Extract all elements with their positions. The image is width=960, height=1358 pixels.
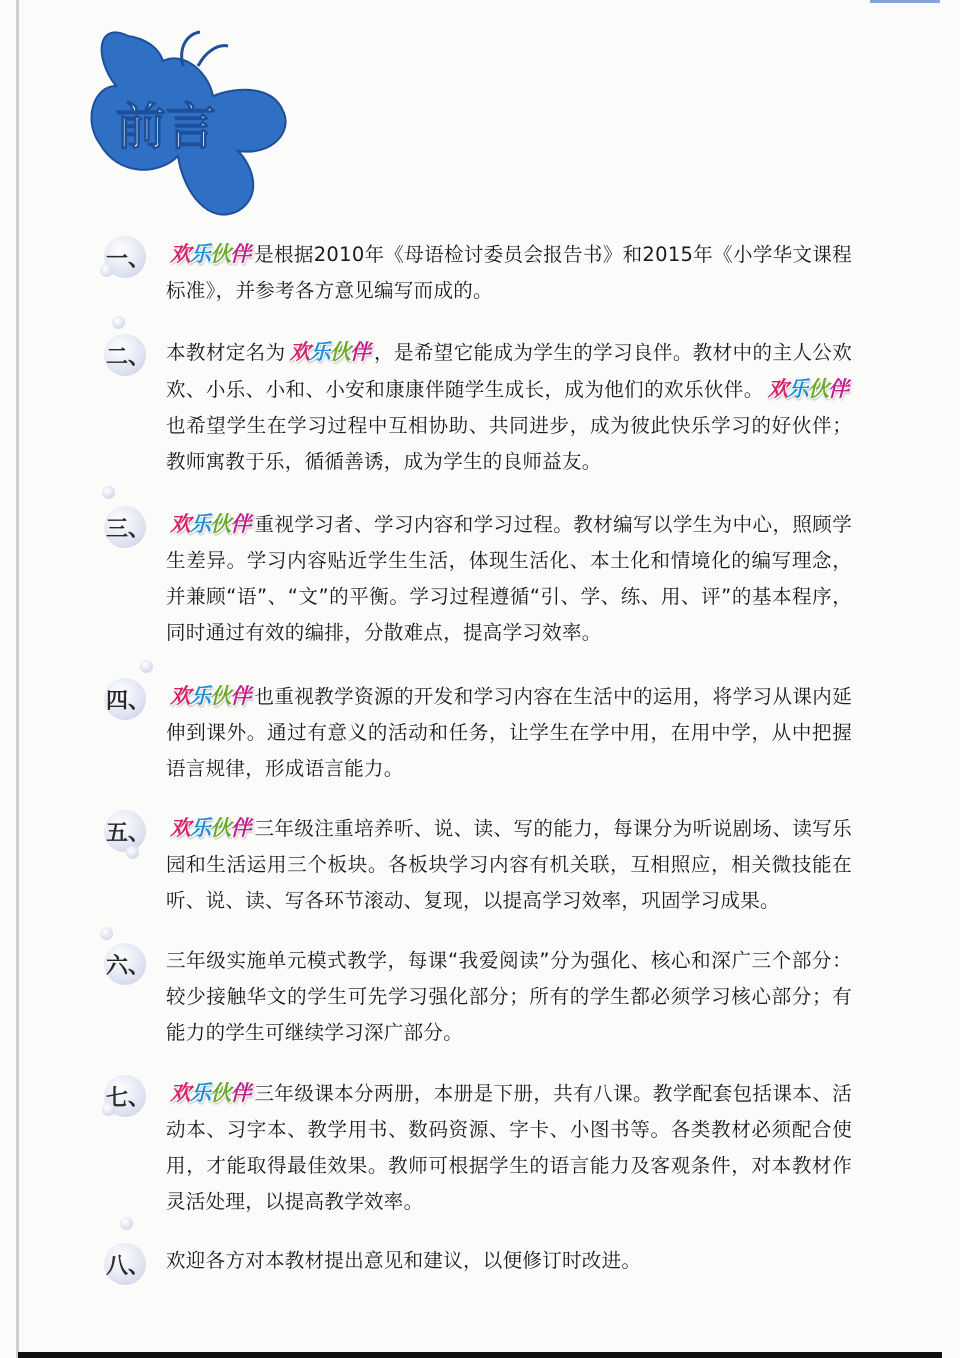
item-number: 五、 <box>106 821 151 846</box>
small-bubble <box>102 486 115 499</box>
text-segment: ，是希望它能成为学生的学习良伴。教材中的主人公欢欢、小乐、小和、小安和康康伴随学生成长，成为他们的欢乐伙伴。 <box>166 341 853 401</box>
numeral-bubble <box>100 1069 152 1121</box>
item-number: 二、 <box>106 345 151 370</box>
brand-char: 伙 <box>329 340 350 364</box>
text-segment: 是根据2010年《母语检讨委员会报告书》和2015年《小学华文课程标准》，并参考各方意见编写而成的。 <box>166 243 853 302</box>
page-title: 前言 <box>116 98 216 156</box>
brand-char: 欢 <box>170 512 191 536</box>
brand-char: 伴 <box>230 242 251 266</box>
brand-char: 欢 <box>170 684 191 708</box>
brand-char: 乐 <box>190 684 211 708</box>
brand-char: 伙 <box>210 816 231 840</box>
brand-char: 伙 <box>210 684 231 708</box>
text-segment: 三年级注重培养听、说、读、写的能力，每课分为听说剧场、读写乐园和生活运用三个板块。各板块学习内容有机关联，互相照应，相关微技能在听、说、读、写各环节滚动、复现，以提高学习效率，巩固学习成果。 <box>166 817 853 912</box>
numeral-bubble <box>100 500 152 552</box>
brand-char: 伙 <box>210 242 231 266</box>
text-segment: 三年级实施单元模式教学，每课“我爱阅读”分为强化、核心和深广三个部分：较少接触华文的学生可先学习强化部分；所有的学生都必须学习核心部分；有能力的学生可继续学习深广部分。 <box>166 949 852 1044</box>
brand-char: 欢 <box>170 242 191 266</box>
numeral-bubble <box>100 804 152 856</box>
numeral-bubble <box>100 672 152 724</box>
brand-char: 伙 <box>210 512 231 536</box>
item-text <box>166 334 852 480</box>
numeral-bubble <box>100 328 152 380</box>
brand-char: 欢 <box>767 377 788 401</box>
numeral-bubble <box>100 1237 152 1289</box>
brand-char: 乐 <box>190 242 211 266</box>
brand-logo-text <box>768 377 848 401</box>
brand-char: 欢 <box>170 1081 191 1105</box>
page-edge <box>16 0 19 1358</box>
brand-logo-text <box>170 1081 251 1105</box>
numeral-bubble <box>100 230 152 282</box>
text-segment: 也重视教学资源的开发和学习内容在生活中的运用，将学习从课内延伸到课外。通过有意义的活动和任务，让学生在学中用，在用中学，从中把握语言规律，形成语言能力。 <box>166 685 853 780</box>
brand-char: 乐 <box>190 1081 211 1105</box>
item-number: 八、 <box>106 1254 151 1279</box>
item-text <box>166 236 852 309</box>
numeral-bubble <box>100 937 152 989</box>
small-bubble <box>112 316 125 329</box>
brand-char: 乐 <box>787 377 808 401</box>
brand-char: 伴 <box>230 512 251 536</box>
page-top-strip <box>870 0 940 3</box>
item-number: 一、 <box>106 247 151 272</box>
small-bubble <box>140 660 153 673</box>
brand-char: 伙 <box>210 1081 231 1105</box>
brand-char: 伴 <box>828 377 848 401</box>
brand-char: 乐 <box>190 512 211 536</box>
item-text <box>166 506 852 651</box>
item-text <box>166 810 852 919</box>
brand-logo-text <box>170 512 251 536</box>
brand-char: 伙 <box>807 377 828 401</box>
brand-logo-text <box>170 816 251 840</box>
item-text <box>166 943 852 1051</box>
item-text <box>166 1243 852 1279</box>
brand-char: 伴 <box>230 1081 251 1105</box>
butterfly-icon <box>88 26 298 221</box>
item-text <box>166 1075 852 1220</box>
small-bubble <box>126 846 139 859</box>
brand-char: 伴 <box>349 340 371 364</box>
text-segment: 本教材定名为 <box>166 341 286 364</box>
item-number: 六、 <box>106 954 151 979</box>
item-number: 七、 <box>106 1086 151 1111</box>
brand-logo-text <box>170 684 251 708</box>
item-number: 四、 <box>106 689 151 714</box>
small-bubble <box>100 927 113 940</box>
butterfly-title-badge <box>88 26 298 221</box>
brand-char: 伴 <box>230 684 251 708</box>
brand-char: 欢 <box>170 816 191 840</box>
text-segment: 也希望学生在学习过程中互相协助、共同进步，成为彼此快乐学习的好伙伴；教师寓教于乐，循循善诱，成为学生的良师益友。 <box>166 414 852 473</box>
page-bottom-edge <box>18 1352 942 1358</box>
brand-logo-text <box>170 242 250 266</box>
text-segment: 欢迎各方对本教材提出意见和建议，以便修订时改进。 <box>166 1249 642 1272</box>
small-bubble <box>120 1217 133 1230</box>
text-segment: 重视学习者、学习内容和学习过程。教材编写以学生为中心，照顾学生差异。学习内容贴近学生生活，体现生活化、本土化和情境化的编写理念，并兼顾“语”、“文”的平衡。学习过程遵循“引、学、练、用、评”的基本程序，同时通过有效的编排，分散难点，提高学习效率。 <box>166 513 853 644</box>
text-segment: 三年级课本分两册，本册是下册，共有八课。教学配套包括课本、活动本、习字本、教学用书、数码资源、字卡、小图书等。各类教材必须配合使用，才能取得最佳效果。教师可根据学生的语言能力及客观条件，对本教材作灵活处理，以提高教学效率。 <box>166 1082 853 1213</box>
brand-char: 伴 <box>230 816 251 840</box>
brand-char: 欢 <box>289 340 310 364</box>
item-text <box>166 678 852 787</box>
item-number: 三、 <box>106 517 151 542</box>
brand-char: 乐 <box>190 816 211 840</box>
brand-char: 乐 <box>309 340 330 364</box>
brand-logo-text <box>290 340 371 364</box>
